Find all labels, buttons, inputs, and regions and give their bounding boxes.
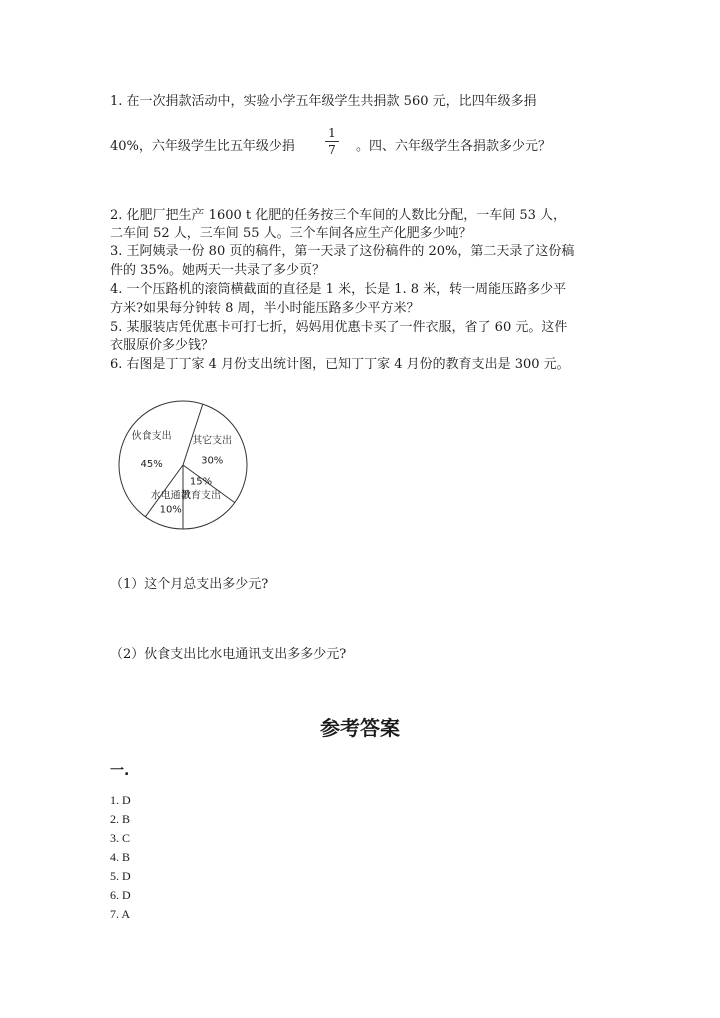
- q3-line-1: 3. 王阿姨录一份 80 页的稿件，第一天录了这份稿件的 20%，第二天录了这份稿: [110, 244, 575, 259]
- q1-line-2a: 40%，六年级学生比五年级少捐: [110, 139, 295, 154]
- answer-item: 4. B: [110, 850, 131, 864]
- q1-line-1: 1. 在一次捐款活动中，实验小学五年级学生共捐款 560 元，比四年级多捐: [110, 94, 537, 109]
- answer-item: 5. D: [110, 869, 131, 883]
- pie-slice-percent: 10%: [159, 504, 182, 516]
- pie-slice-percent: 30%: [201, 455, 224, 467]
- q6-line-1: 6. 右图是丁丁家 4 月份支出统计图，已知丁丁家 4 月份的教育支出是 300 元。: [110, 357, 570, 372]
- fraction-denominator: 7: [328, 143, 336, 157]
- answer-item: 3. C: [110, 831, 131, 845]
- q5-line-2: 衣服原价多少钱？: [110, 338, 215, 353]
- sub-question-1: （1）这个月总支出多少元?: [110, 577, 269, 592]
- answer-item: 6. D: [110, 888, 131, 902]
- pie-slice-percent: 45%: [140, 459, 163, 470]
- q1-line-2b: 。四、六年级学生各捐款多少元？: [356, 139, 552, 154]
- fraction-numerator: 1: [328, 126, 336, 140]
- q5-line-1: 5. 某服装店凭优惠卡可打七折，妈妈用优惠卡买了一件衣服，省了 60 元。这件: [110, 320, 568, 335]
- pie-slice-label: 其它支出: [192, 435, 233, 447]
- q4-line-2: 方米?如果每分钟转 8 周，半小时能压路多少平方米？: [110, 301, 420, 316]
- q2-line-2: 二车间 52 人，三车间 55 人。三个车间各应生产化肥多少吨？: [110, 226, 472, 241]
- pie-slice-label: 教育支出: [181, 490, 221, 502]
- sub-question-2: （2）伙食支出比水电通讯支出多多少元?: [110, 647, 347, 662]
- q3-line-2: 件的 35%。她两天一共录了多少页？: [110, 263, 326, 278]
- expense-pie-chart: [110, 395, 260, 545]
- pie-slice-percent: 15%: [189, 476, 213, 488]
- answer-item: 2. B: [110, 812, 131, 826]
- q1-fraction: [325, 126, 339, 157]
- q2-line-1: 2. 化肥厂把生产 1600 t 化肥的任务按三个车间的人数比分配，一车间 53 人，: [110, 208, 567, 223]
- answers-section-heading: 一.: [110, 763, 130, 779]
- q4-line-1: 4. 一个压路机的滚筒横截面的直径是 1 米，长是 1. 8 米，转一周能压路多少平: [110, 282, 567, 297]
- answer-item: 7. A: [110, 907, 131, 921]
- answer-item: 1. D: [110, 793, 131, 807]
- answers-title: 参考答案: [320, 716, 400, 740]
- pie-slice-label: 水电通讯: [150, 490, 191, 502]
- pie-slice-label: 伙食支出: [131, 431, 172, 442]
